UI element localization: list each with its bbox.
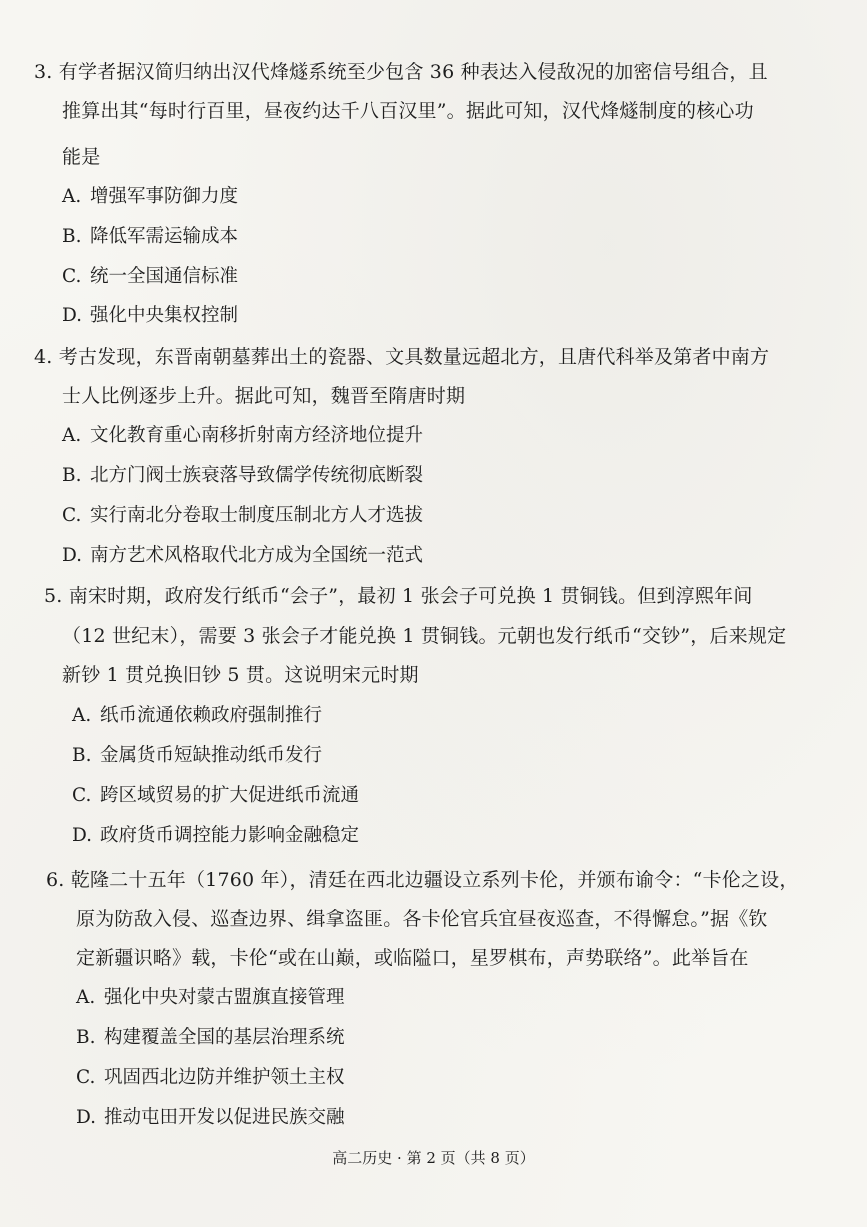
question-stem-line: 5. 南宋时期，政府发行纸币“会子”，最初 1 张会子可兑换 1 贯铜钱。但到淳熙年间 [44, 585, 753, 607]
option-letter: A. [76, 987, 96, 1008]
option-c [62, 265, 238, 289]
option-text: 金属货币短缺推动纸币发行 [100, 745, 323, 766]
option-text: 降低军需运输成本 [90, 226, 239, 247]
option-letter: D. [62, 545, 83, 566]
option-d [62, 304, 238, 328]
option-letter: A. [72, 705, 92, 726]
option-text: 强化中央集权控制 [90, 305, 239, 326]
option-text: 政府货币调控能力影响金融稳定 [100, 825, 360, 846]
option-a [62, 424, 423, 448]
option-text: 北方门阀士族衰落导致儒学传统彻底断裂 [90, 465, 424, 486]
page-footer: 高二历史 · 第 2 页（共 8 页） [332, 1149, 535, 1167]
option-text: 增强军事防御力度 [90, 186, 239, 207]
question-stem-line: 定新疆识略》载，卡伦“或在山巅，或临隘口，星罗棋布，声势联络”。此举旨在 [76, 947, 749, 969]
option-text: 统一全国通信标准 [90, 266, 239, 287]
question-stem-line: （12 世纪末），需要 3 张会子才能兑换 1 贯铜钱。元朝也发行纸币“交钞”，后来规定 [62, 625, 787, 647]
question-stem-line: 4. 考古发现，东晋南朝墓葬出土的瓷器、文具数量远超北方，且唐代科举及第者中南方 [34, 346, 770, 368]
option-c [62, 504, 423, 528]
option-text: 实行南北分卷取士制度压制北方人才选拔 [90, 505, 424, 526]
question-stem-line: 新钞 1 贯兑换旧钞 5 贯。这说明宋元时期 [62, 664, 419, 686]
question-stem-line: 原为防敌入侵、巡查边界、缉拿盗匪。各卡伦官兵宜昼夜巡查，不得懈怠。”据《钦 [76, 908, 768, 930]
question-stem-line: 6. 乾隆二十五年（1760 年），清廷在西北边疆设立系列卡伦，并颁布谕令：“卡伦之设， [46, 869, 799, 891]
option-d [72, 824, 359, 848]
option-a [62, 185, 238, 209]
option-d [62, 544, 423, 568]
option-text: 推动屯田开发以促进民族交融 [104, 1107, 345, 1128]
option-text: 纸币流通依赖政府强制推行 [100, 705, 323, 726]
option-letter: C. [72, 785, 92, 806]
option-text: 构建覆盖全国的基层治理系统 [104, 1027, 345, 1048]
option-letter: B. [62, 226, 82, 247]
option-a [76, 986, 345, 1010]
option-text: 南方艺术风格取代北方成为全国统一范式 [90, 545, 424, 566]
option-letter: B. [72, 745, 92, 766]
option-letter: D. [62, 305, 83, 326]
option-letter: C. [62, 505, 82, 526]
option-letter: A. [62, 425, 82, 446]
question-stem-line: 推算出其“每时行百里，昼夜约达千八百汉里”。据此可知，汉代烽燧制度的核心功 [62, 100, 754, 122]
question-stem-line: 3. 有学者据汉简归纳出汉代烽燧系统至少包含 36 种表达入侵敌况的加密信号组合，且 [34, 61, 768, 83]
option-b [62, 225, 238, 249]
option-letter: D. [72, 825, 93, 846]
option-letter: B. [62, 465, 82, 486]
option-b [72, 744, 322, 768]
option-text: 跨区域贸易的扩大促进纸币流通 [100, 785, 360, 806]
option-letter: B. [76, 1027, 96, 1048]
option-text: 巩固西北边防并维护领土主权 [104, 1067, 345, 1088]
question-stem-line: 能是 [62, 146, 101, 168]
option-letter: C. [76, 1067, 96, 1088]
option-a [72, 704, 322, 728]
option-letter: A. [62, 186, 82, 207]
option-d [76, 1106, 345, 1130]
option-letter: D. [76, 1107, 97, 1128]
option-letter: C. [62, 266, 82, 287]
option-c [76, 1066, 345, 1090]
question-stem-line: 士人比例逐步上升。据此可知，魏晋至隋唐时期 [62, 385, 466, 407]
option-b [62, 464, 423, 488]
option-b [76, 1026, 345, 1050]
option-c [72, 784, 359, 808]
option-text: 文化教育重心南移折射南方经济地位提升 [90, 425, 424, 446]
option-text: 强化中央对蒙古盟旗直接管理 [104, 987, 345, 1008]
